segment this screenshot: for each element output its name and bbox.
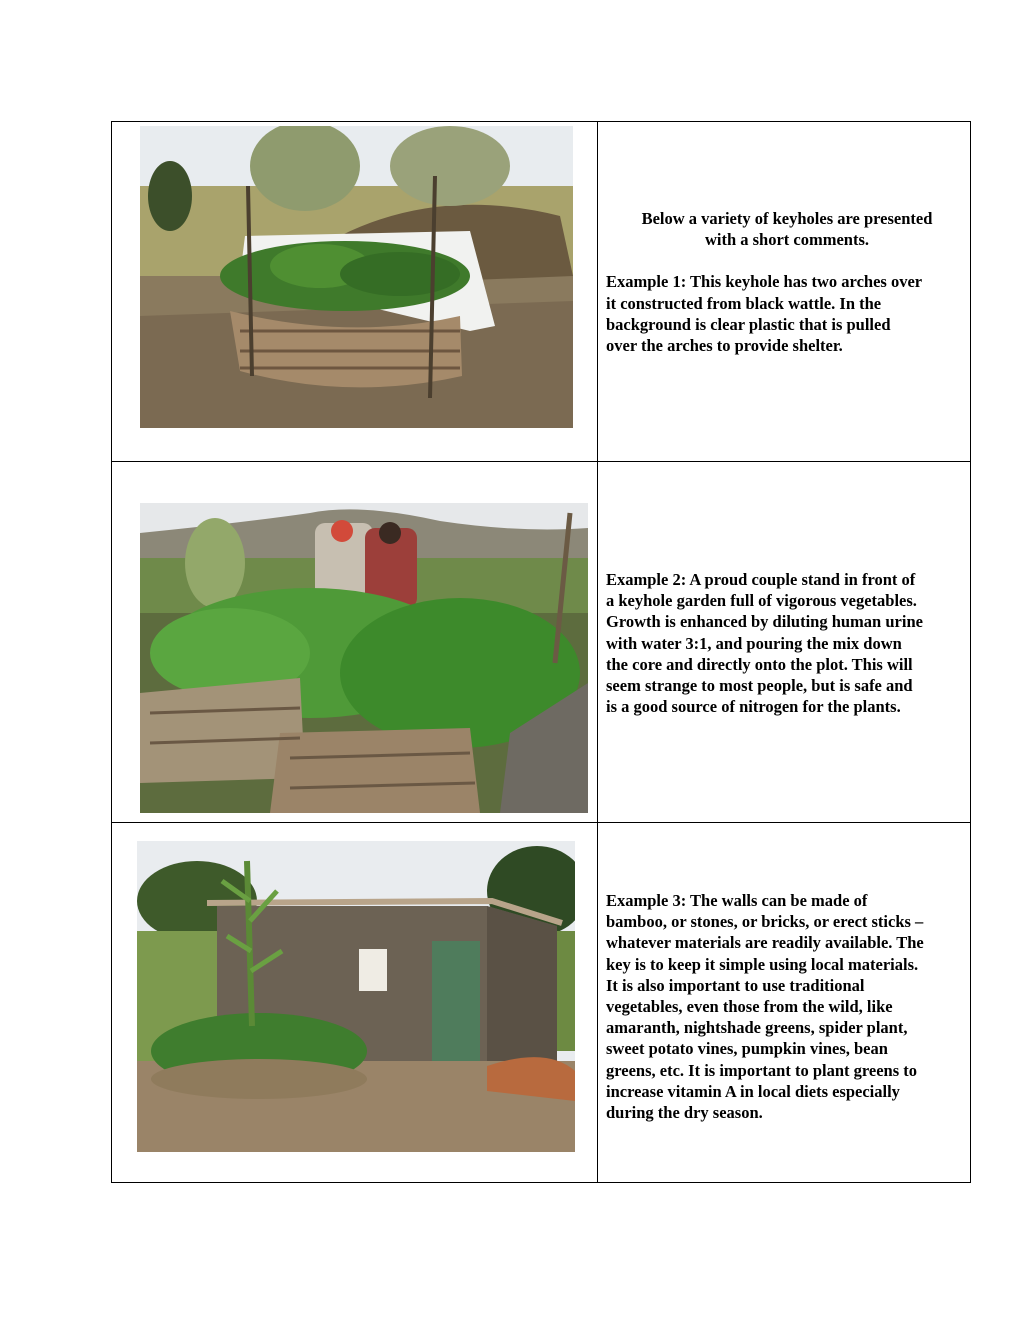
example-3-line-10: increase vitamin A in local diets especially — [606, 1081, 900, 1101]
example-3-line-11: during the dry season. — [606, 1103, 763, 1123]
example-3-line-2: bamboo, or stones, or bricks, or erect sticks – — [606, 912, 924, 932]
example-2-line-2: a keyhole garden full of vigorous vegetables. — [606, 591, 917, 611]
example-2-line-3: Growth is enhanced by diluting human urine — [606, 612, 923, 632]
table-row-example-2 — [112, 461, 970, 823]
example-3-line-8: sweet potato vines, pumpkin vines, bean — [606, 1039, 888, 1059]
example-3-line-7: amaranth, nightshade greens, spider plant, — [606, 1018, 908, 1038]
example-3-line-9: greens, etc. It is important to plant greens to — [606, 1060, 918, 1080]
example-1-line-4: over the arches to provide shelter. — [606, 336, 843, 356]
example-3-line-3: whatever materials are readily available. The — [606, 933, 924, 953]
example-1-line-3: background is clear plastic that is pulled — [606, 314, 891, 334]
example-3-line-5: It is also important to use traditional — [606, 975, 865, 995]
example-2-line-1: Example 2: A proud couple stand in front of — [606, 570, 916, 589]
keyhole-garden-photo-3 — [137, 841, 575, 1152]
table-row-example-1 — [112, 122, 970, 462]
example-3-line-1: Example 3: The walls can be made of — [606, 891, 868, 910]
example-2-line-4: with water 3:1, and pouring the mix down — [606, 633, 902, 653]
example-1-line-2: it constructed from black wattle. In the — [606, 293, 882, 313]
example-2-line-6: seem strange to most people, but is safe and — [606, 676, 913, 696]
table-row-example-3 — [112, 822, 970, 1184]
intro-line-1: Below a variety of keyholes are presented — [641, 209, 933, 228]
keyhole-garden-photo-1 — [140, 126, 573, 428]
example-2-text — [606, 569, 968, 717]
intro-line-2: with a short comments. — [704, 230, 870, 250]
examples-table — [111, 121, 971, 1183]
example-3-text — [606, 890, 968, 1123]
example-2-line-5: the core and directly onto the plot. This will — [606, 654, 913, 674]
intro-and-example-1-text — [606, 208, 968, 356]
example-1-line-1: Example 1: This keyhole has two arches over — [606, 272, 923, 292]
example-2-line-7: is a good source of nitrogen for the plants. — [606, 697, 901, 717]
keyhole-garden-photo-2 — [140, 503, 588, 813]
example-3-line-4: key is to keep it simple using local materials. — [606, 954, 919, 974]
example-3-line-6: vegetables, even those from the wild, like — [606, 997, 893, 1017]
